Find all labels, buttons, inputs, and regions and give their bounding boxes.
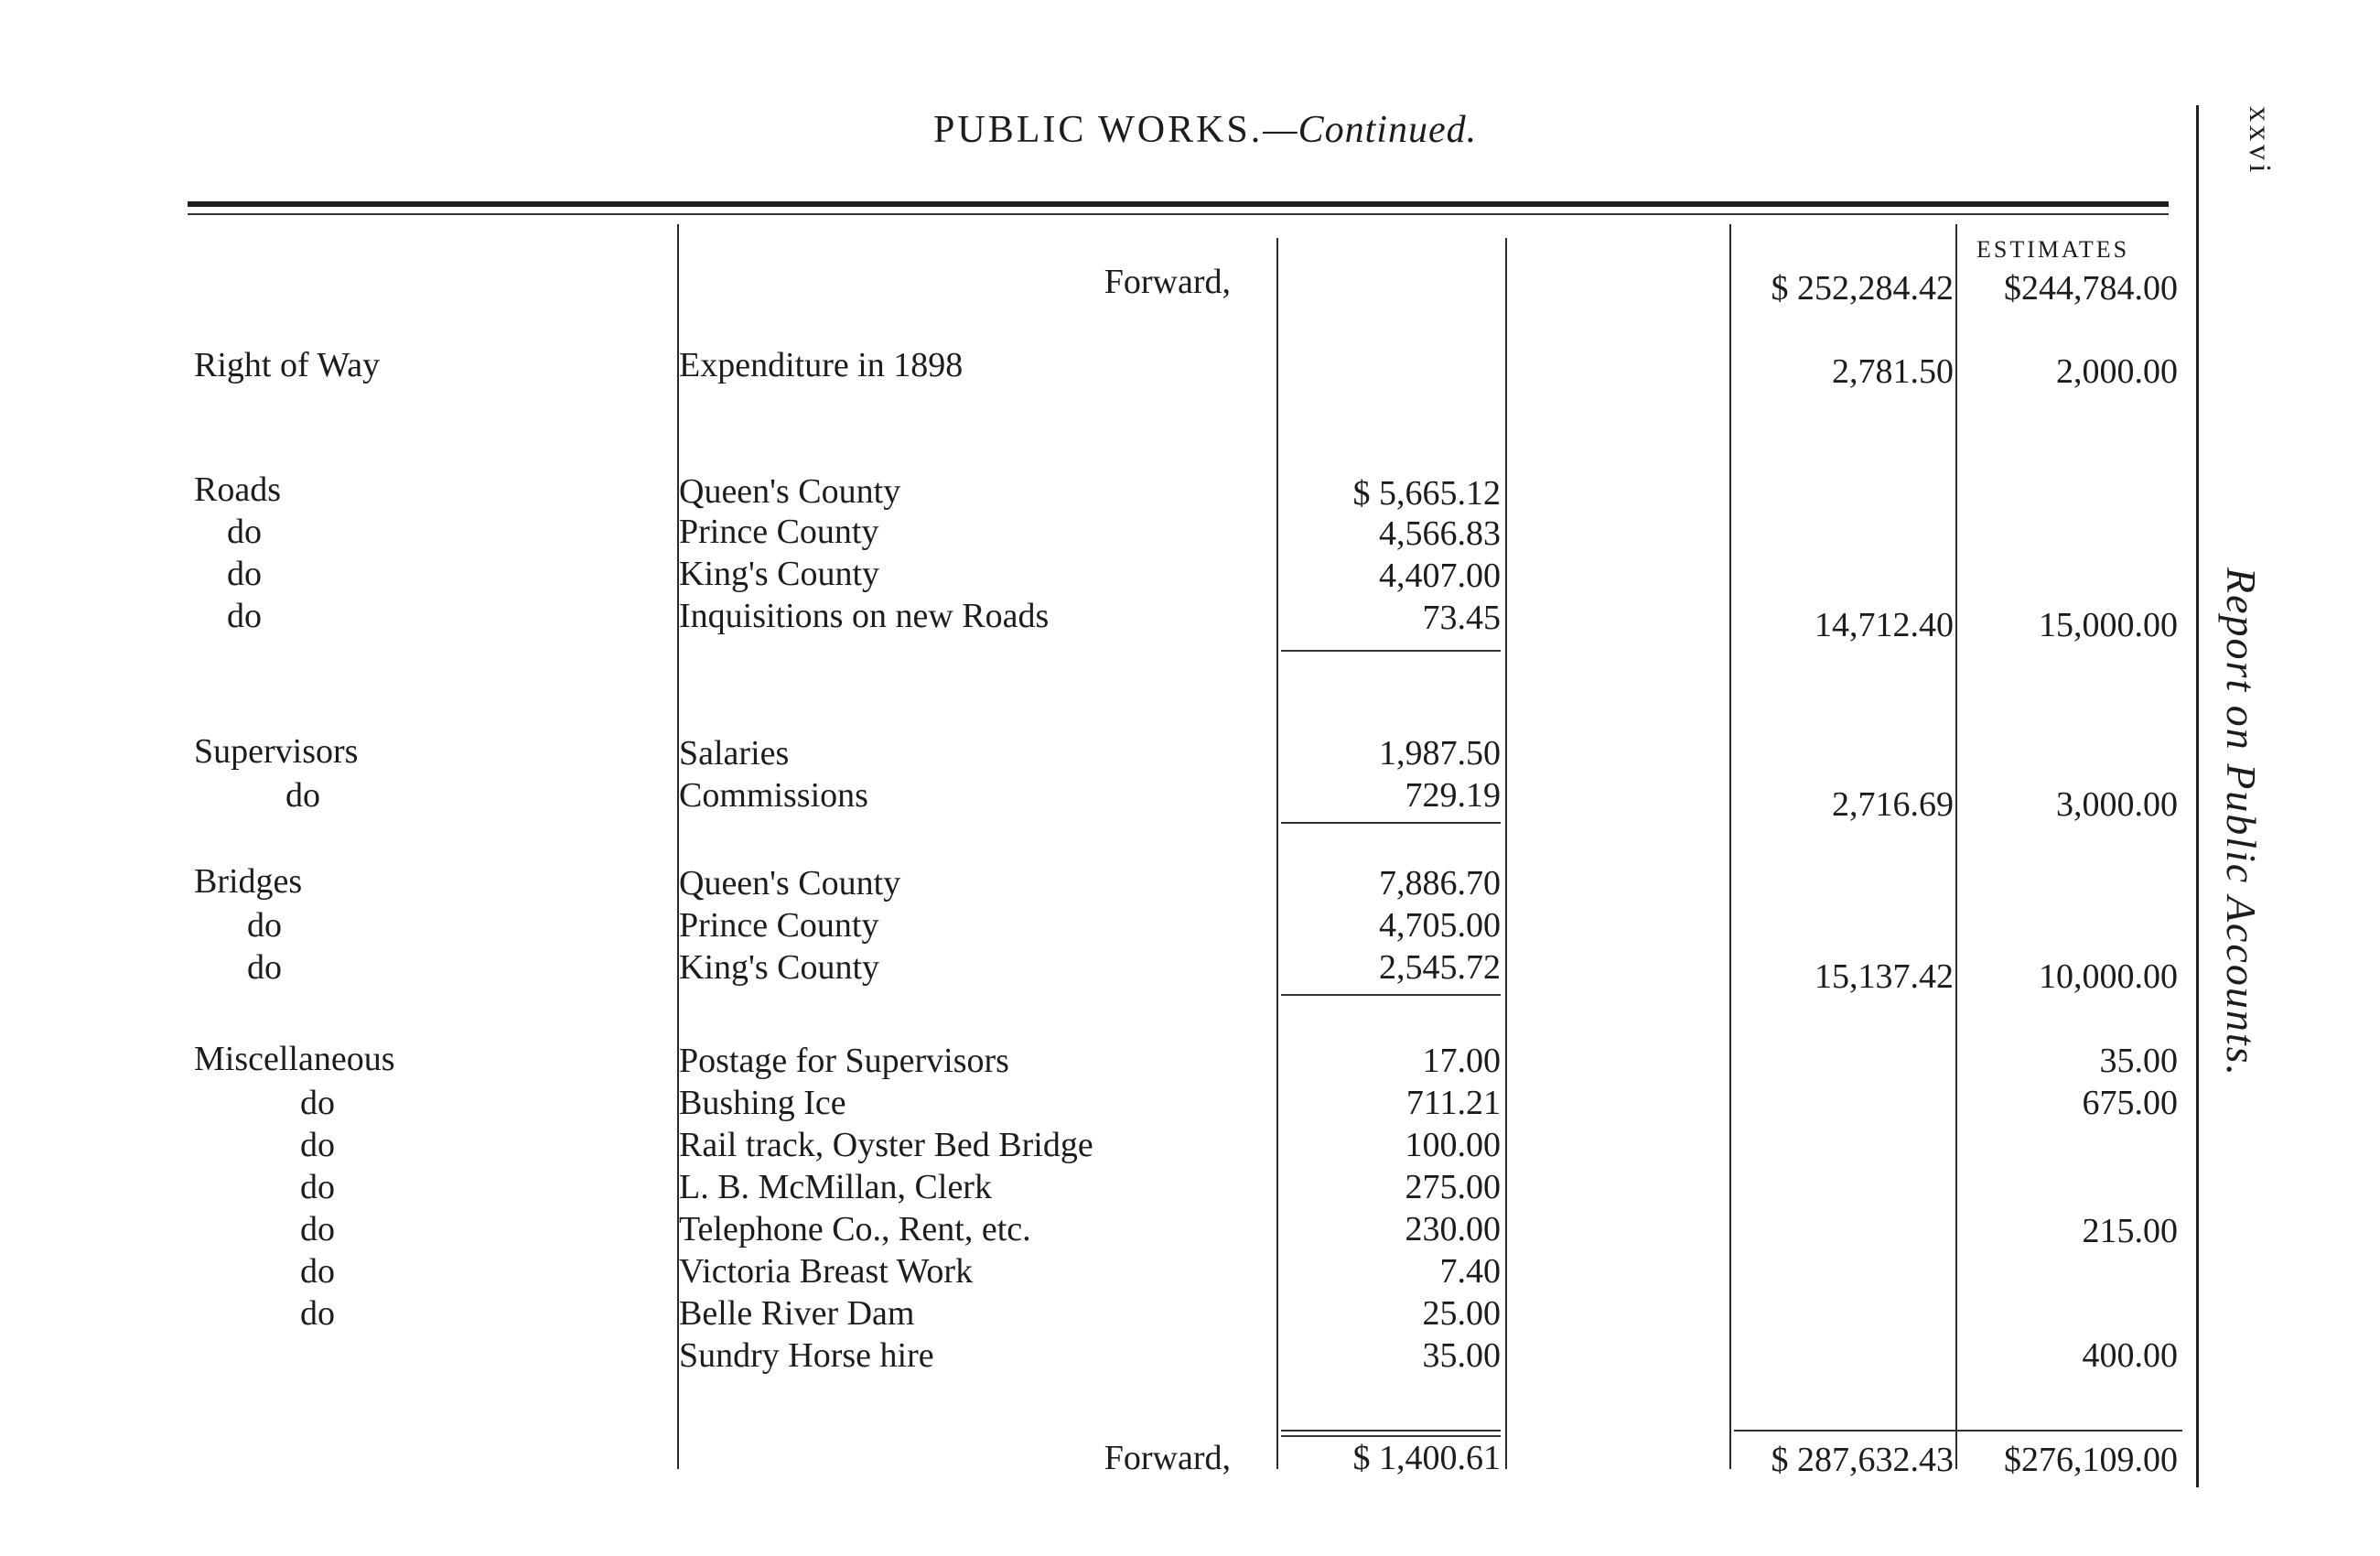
- row-item: Bushing Ice: [679, 1084, 846, 1122]
- row-amount: 100.00: [1405, 1126, 1501, 1164]
- side-title: Report on Public Accounts.: [2218, 567, 2265, 1078]
- row-total: 14,712.40: [1815, 606, 1954, 644]
- row-amount: 729.19: [1405, 776, 1501, 815]
- row-estimate: 3,000.00: [2056, 785, 2178, 824]
- total-rule: [1281, 1430, 1501, 1432]
- row-item: King's County: [679, 555, 880, 593]
- row-item: Commissions: [679, 776, 868, 815]
- row-category: do: [300, 1210, 335, 1248]
- row-category: do: [285, 776, 320, 815]
- row-category: Right of Way: [194, 346, 381, 384]
- total-rule: [1734, 1430, 2182, 1432]
- forward-bottom-label: Forward,: [1104, 1439, 1231, 1477]
- row-amount: 17.00: [1422, 1042, 1501, 1080]
- row-category: do: [227, 597, 262, 635]
- row-category: Bridges: [194, 862, 303, 901]
- header-rule-thin: [188, 213, 2169, 215]
- row-total: 2,716.69: [1832, 785, 1954, 824]
- row-item: Rail track, Oyster Bed Bridge: [679, 1126, 1093, 1164]
- row-amount: 73.45: [1422, 599, 1501, 637]
- row-item: L. B. McMillan, Clerk: [679, 1168, 992, 1206]
- row-amount: 7,886.70: [1379, 864, 1501, 902]
- row-amount: 25.00: [1422, 1294, 1501, 1333]
- row-category: do: [227, 513, 262, 551]
- forward-top-label: Forward,: [1104, 263, 1231, 301]
- row-item: Telephone Co., Rent, etc.: [679, 1210, 1031, 1248]
- row-amount: 1,987.50: [1379, 734, 1501, 773]
- row-total: 2,781.50: [1832, 352, 1954, 391]
- column-divider: [1276, 238, 1278, 1469]
- row-estimate: 10,000.00: [2039, 957, 2178, 996]
- title-continued: —Continued.: [1263, 109, 1478, 151]
- row-category: do: [300, 1294, 335, 1333]
- row-item: Prince County: [679, 906, 879, 945]
- row-category: do: [300, 1126, 335, 1164]
- subtotal-rule: [1281, 994, 1501, 996]
- column-divider: [1955, 224, 1957, 1469]
- row-item: Expenditure in 1898: [679, 346, 964, 384]
- row-estimate: 675.00: [2082, 1084, 2178, 1122]
- row-amount: 711.21: [1405, 1084, 1501, 1122]
- row-category: do: [300, 1252, 335, 1291]
- row-item: Prince County: [679, 513, 879, 551]
- row-estimate: 2,000.00: [2056, 352, 2178, 391]
- header-rule-thick: [188, 201, 2169, 207]
- row-category: do: [300, 1084, 335, 1122]
- row-category: do: [247, 948, 282, 987]
- row-total: 15,137.42: [1815, 957, 1954, 996]
- row-category: Roads: [194, 470, 281, 509]
- forward-top-total: $ 252,284.42: [1771, 269, 1954, 308]
- subtotal-rule: [1281, 650, 1501, 652]
- row-estimate: 400.00: [2082, 1336, 2178, 1375]
- row-category: do: [247, 906, 282, 945]
- forward-top-estimate: $244,784.00: [2004, 269, 2178, 308]
- row-amount: 4,705.00: [1379, 906, 1501, 945]
- row-amount: 7.40: [1439, 1252, 1501, 1291]
- row-amount: 275.00: [1405, 1168, 1501, 1206]
- row-item: Queen's County: [679, 472, 901, 511]
- row-estimate: 15,000.00: [2039, 606, 2178, 644]
- row-item: Sundry Horse hire: [679, 1336, 934, 1375]
- column-divider: [1505, 238, 1507, 1469]
- page-title: [933, 108, 1477, 152]
- row-amount: 4,566.83: [1379, 514, 1501, 553]
- row-category: do: [227, 555, 262, 593]
- column-divider: [1729, 224, 1731, 1469]
- forward-bottom-estimate: $276,109.00: [2004, 1441, 2178, 1479]
- margin-rule: [2196, 105, 2199, 1487]
- page-number: xxvi: [2243, 106, 2277, 177]
- row-category: Miscellaneous: [194, 1040, 395, 1078]
- row-item: Salaries: [679, 734, 790, 773]
- row-estimate: 215.00: [2082, 1212, 2178, 1250]
- forward-bottom-amount: $ 1,400.61: [1352, 1439, 1501, 1477]
- row-item: Belle River Dam: [679, 1294, 915, 1333]
- row-item: King's County: [679, 948, 880, 987]
- estimates-header: ESTIMATES: [1976, 236, 2130, 263]
- row-item: Inquisitions on new Roads: [679, 597, 1050, 635]
- row-item: Victoria Breast Work: [679, 1252, 974, 1291]
- subtotal-rule: [1281, 822, 1501, 824]
- row-amount: $ 5,665.12: [1352, 474, 1501, 513]
- row-estimate: 35.00: [2099, 1042, 2178, 1080]
- row-amount: 35.00: [1422, 1336, 1501, 1375]
- row-amount: 4,407.00: [1379, 556, 1501, 595]
- row-category: do: [300, 1168, 335, 1206]
- title-main: PUBLIC WORKS.: [933, 109, 1264, 151]
- row-item: Postage for Supervisors: [679, 1042, 1009, 1080]
- row-amount: 230.00: [1405, 1210, 1501, 1248]
- row-item: Queen's County: [679, 864, 901, 902]
- row-amount: 2,545.72: [1379, 948, 1501, 987]
- row-category: Supervisors: [194, 732, 359, 771]
- forward-bottom-total: $ 287,632.43: [1771, 1441, 1954, 1479]
